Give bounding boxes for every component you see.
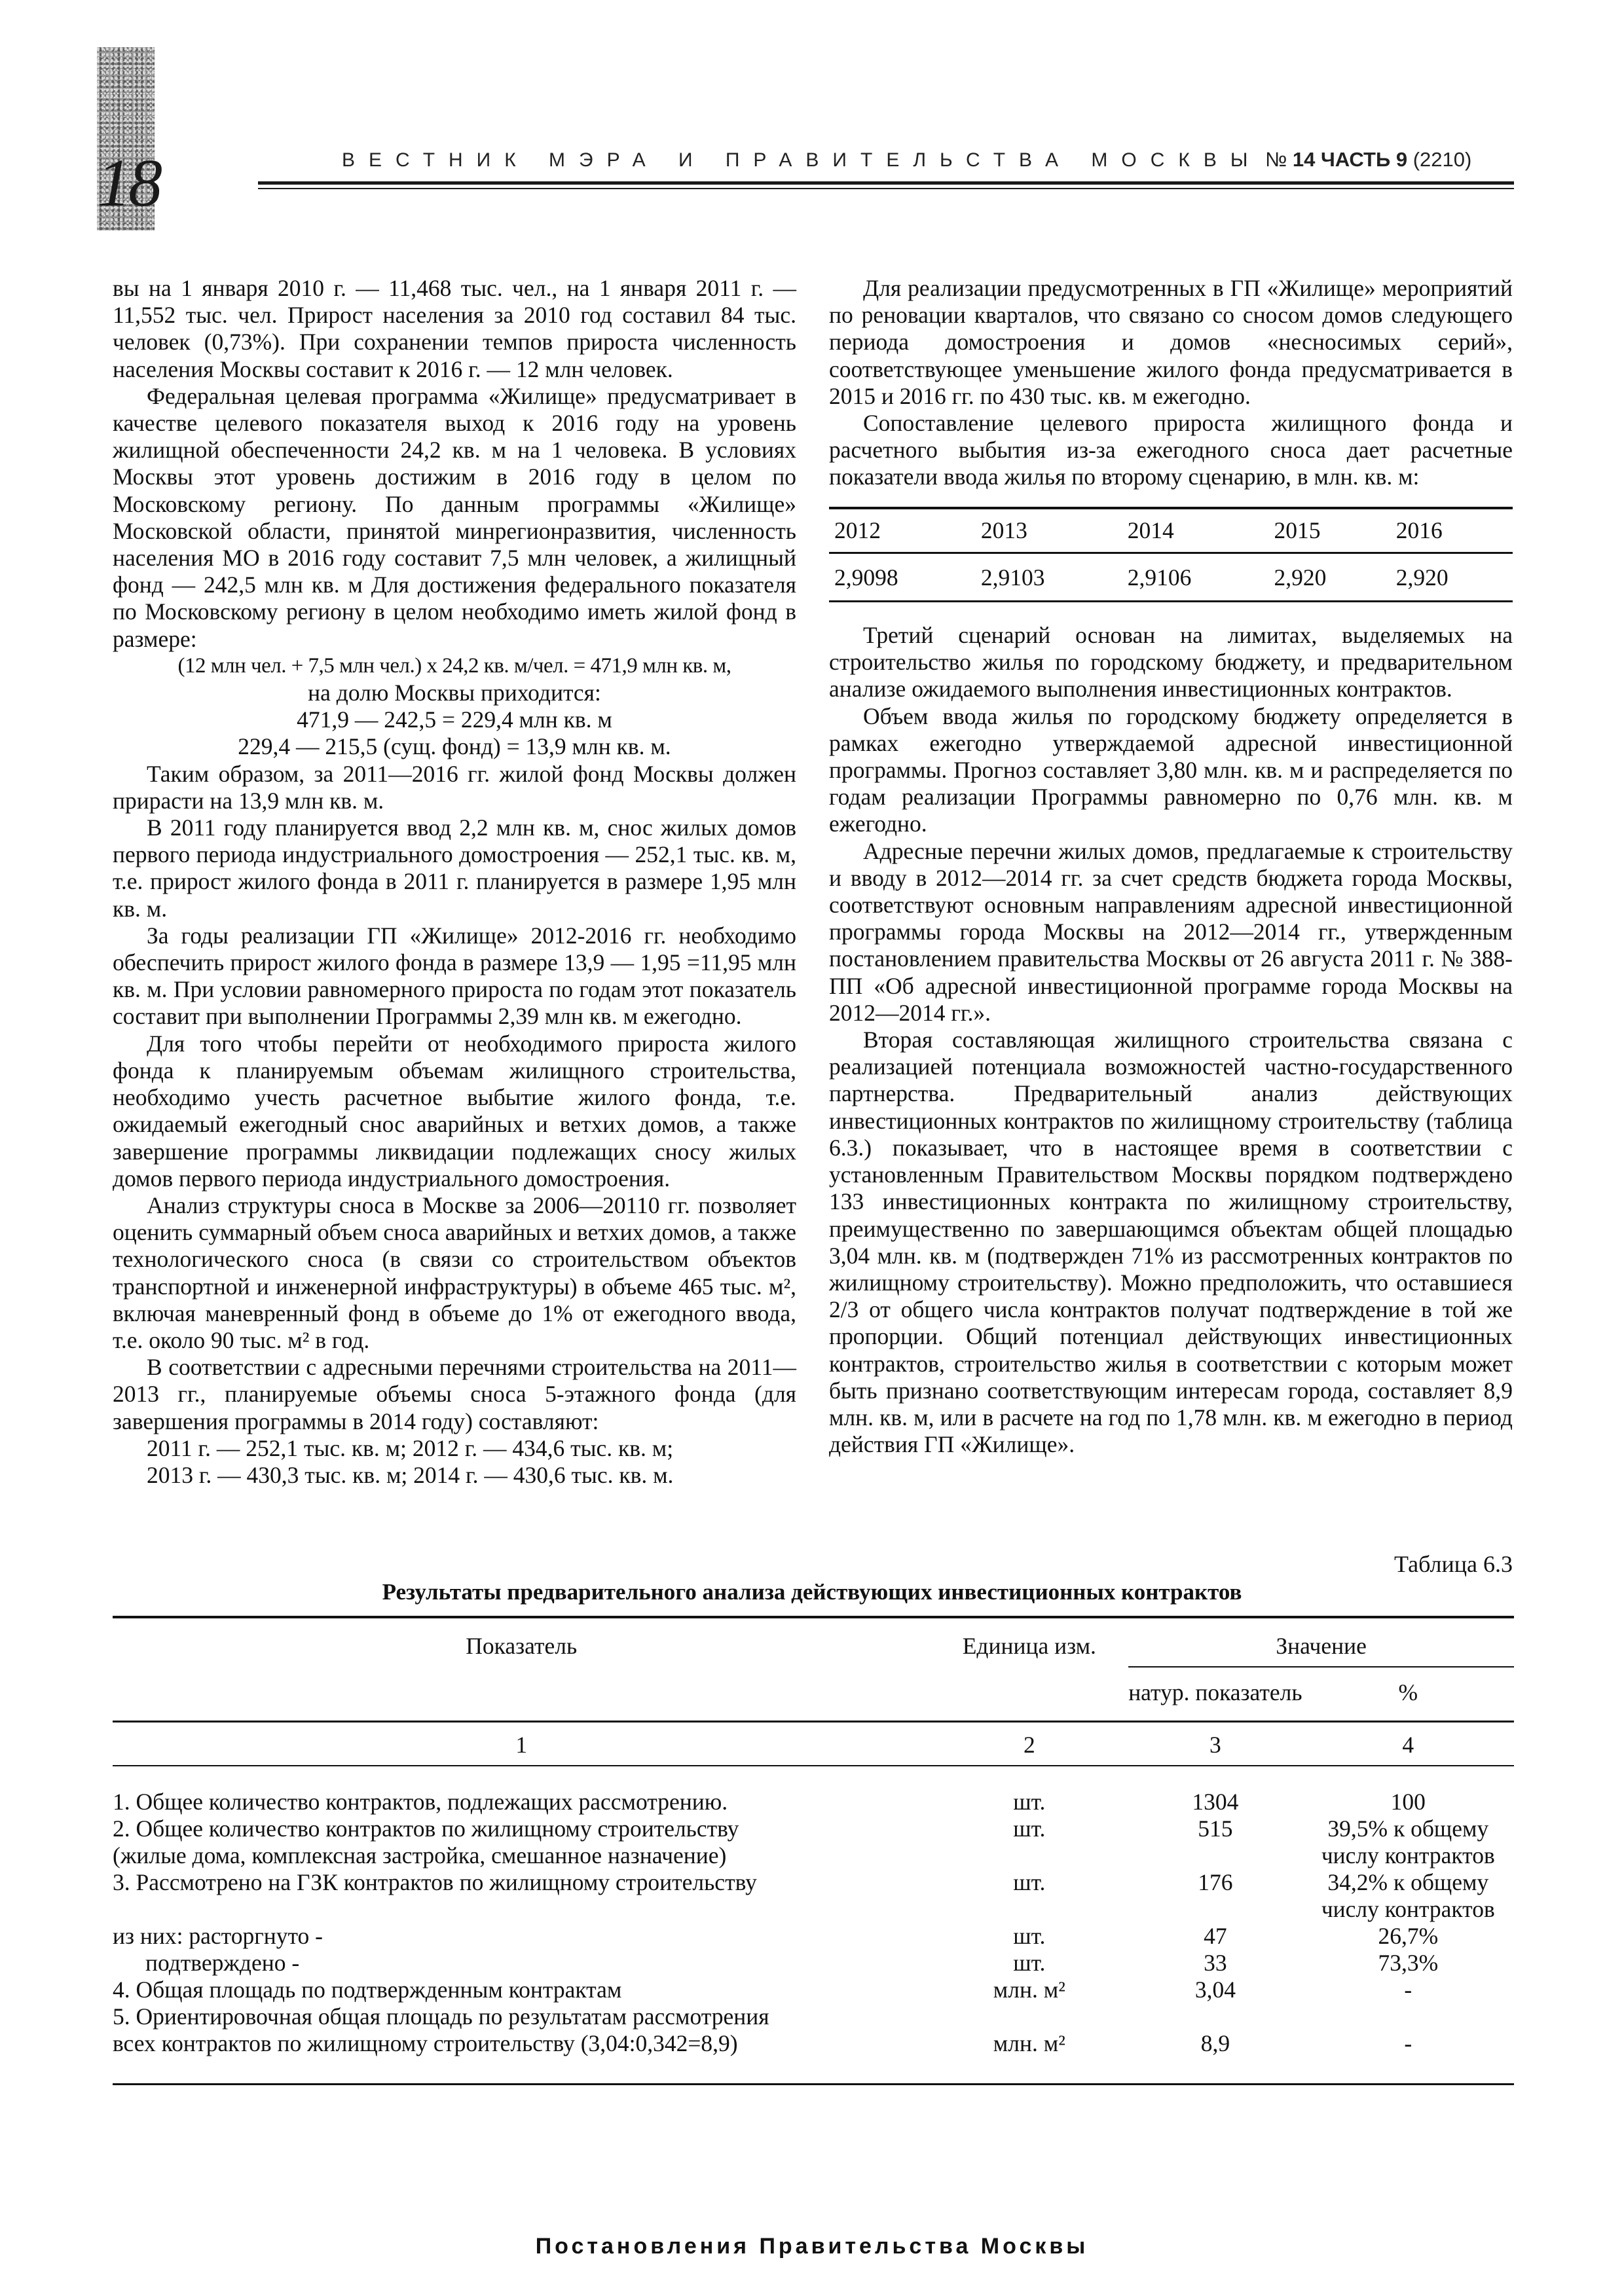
row-label: 2. Общее количество контрактов по жилищному строительству (жилые дома, комплексная застройка, смешанное назначение) [113,1815,739,1868]
row-percent: 26,7% [1378,1923,1439,1949]
year-cell: 2012 [829,508,976,553]
row-value: 33 [1204,1950,1227,1976]
page-footer: Постановления Правительства Москвы [535,2234,1089,2259]
paragraph: Для того чтобы перейти от необходимого прироста жилого фонда к планируемым объемам жилищного строительства, необходимо учесть расчетное выбытие жилого фонда, т.е. ожидаемый ежегодный снос аварийных и ветхих домов, а также завершение программы ликвидации подлежащих сносу жилых домов первого периода индустриального домостроения. [113,1030,796,1192]
header-percent: % [1302,1667,1514,1722]
row-label: 1. Общее количество контрактов, подлежащих рассмотрению. [113,1789,728,1815]
paragraph: Третий сценарий основан на лимитах, выделяемых на строительство жилья по городскому бюджету, и предварительном анализе ожидаемого выполнения инвестиционных контрактов. [829,622,1513,702]
header-unit: Единица изм. [930,1617,1128,1667]
row-value: 3,04 [1194,1977,1236,2003]
paragraph: За годы реализации ГП «Жилище» 2012-2016 гг. необходимо обеспечить прирост жилого фонда в размере 13,9 — 1,95 =11,95 млн кв. м. При условии равномерного прироста по годам этот показатель составит при выполнении Программы 2,39 млн кв. м ежегодно. [113,922,796,1030]
year-cell: 2015 [1269,508,1391,553]
header-rule-thin [258,188,1514,189]
row-label: 3. Рассмотрено на ГЗК контрактов по жилищному строительству [113,1869,757,1895]
scenario-table [829,507,1513,602]
header-rule [258,181,1514,185]
row-label: 4. Общая площадь по подтвержденным контрактам [113,1977,622,2003]
row-percent: 39,5% к общему числу контрактов [1321,1815,1495,1868]
year-cell: 2014 [1122,508,1269,553]
paragraph: Анализ структуры сноса в Москве за 2006—20110 гг. позволяет оценить суммарный объем сноса аварийных и ветхих домов, а также технологического сноса (в связи со строительством объектов транспортной и инженерной инфраструктуры) в объеме 465 тыс. м², включая маневренный фонд в объеме до 1% от ежегодного ввода, т.е. около 90 тыс. м² в год. [113,1192,796,1353]
row-percent: - [1404,1977,1412,2003]
row-value: 8,9 [1128,2003,1302,2085]
header-natural: натур. показатель [1128,1667,1302,1722]
table-colnum-row [113,1722,1514,1766]
table-number: Таблица 6.3 [1394,1551,1513,1577]
row-value: 176 [1198,1869,1233,1895]
row-unit: шт. [1013,1815,1046,1842]
table-header-row [113,1617,1514,1667]
value-cell: 2,920 [1269,553,1391,601]
row-unit: шт. [1013,1789,1046,1815]
scenario-values-row [829,553,1513,601]
formula-line: (12 млн чел. + 7,5 млн чел.) х 24,2 кв. м/чел. = 471,9 млн кв. м, [177,653,731,678]
row-unit: шт. [1013,1950,1046,1976]
colnum-cell: 2 [930,1722,1128,1766]
scenario-years-row [829,508,1513,553]
page-number: 18 [97,145,160,221]
table-row [113,1789,1514,1815]
row-percent: - [1302,2003,1514,2085]
row-label: подтверждено - [145,1950,300,1976]
list-line: 2013 г. — 430,3 тыс. кв. м; 2014 г. — 430,6 тыс. кв. м. [147,1461,674,1488]
year-cell: 2016 [1391,508,1513,553]
row-unit: шт. [1013,1869,1046,1895]
row-value: 47 [1204,1923,1227,1949]
header-indicator: Показатель [113,1617,930,1667]
row-label: из них: расторгнуто - [113,1923,323,1949]
left-column [113,275,796,1489]
paragraph: Федеральная целевая программа «Жилище» предусматривает в качестве целевого показателя выход к 2016 году на уровень жилищной обеспеченности 24,2 кв. м на 1 человека. В условиях Москвы этот уровень достижим в 2016 году в целом по Московскому региону. По данным программы «Жилище» Московской области, принятой минрегионразвития, численность населения МО в 2016 году составит 7,5 млн человек, а жилищный фонд — 242,5 млн кв. м Для достижения федерального показателя по Московскому региону в целом необходимо иметь жилой фонд в размере: [113,382,796,652]
paragraph: Вторая составляющая жилищного строительства связана с реализацией потенциала возможностей частно-государственного партнерства. Предварительный анализ действующих инвестиционных контрактов по жилищному строительству (таблица 6.3.) показывает, что в настоящее время в соответствии с установленным Правительством Москвы порядком подтверждено 133 инвестиционных контракта по жилищному строительству, преимущественно по завершающимся объектам общей площадью 3,04 млн. кв. м (подтвержден 71% из рассмотренных контрактов по жилищному строительству). Можно предположить, что оставшиеся 2/3 от общего числа контрактов получат подтверждение в той же пропорции. Общий потенциал действующих инвестиционных контрактов, строительство жилья в соответствии с которым может быть признано соответствующим интересам города, составляет 8,9 млн. кв. м, или в расчете на год по 1,78 млн. кв. м ежегодно в период действия ГП «Жилище». [829,1027,1513,1458]
journal-title: ВЕСТНИК МЭРА И ПРАВИТЕЛЬСТВА МОСКВЫ [342,149,1262,171]
table-row [113,1977,1514,2003]
row-percent: 34,2% к общему числу контрактов [1321,1869,1495,1922]
row-unit: млн. м² [930,2003,1128,2085]
row-value: 515 [1198,1815,1233,1842]
paragraph: вы на 1 января 2010 г. — 11,468 тыс. чел., на 1 января 2011 г. — 11,552 тыс. чел. Прирост населения за 2010 год составил 84 тыс. человек (0,73%). При сохранении темпов прироста численность населения Москвы составит к 2016 г. — 12 млн человек. [113,275,796,382]
colnum-cell: 3 [1128,1722,1302,1766]
paragraph: В 2011 году планируется ввод 2,2 млн кв. м, снос жилых домов первого периода индустриального домостроения — 252,1 тыс. кв. м, т.е. прирост жилого фонда в 2011 г. планируется в размере 1,95 млн кв. м. [113,814,796,922]
paragraph: Сопоставление целевого прироста жилищного фонда и расчетного выбытия из-за ежегодного сноса дает расчетные показатели ввода жилья по второму сценарию, в млн. кв. м: [829,410,1513,490]
issue-total: (2210) [1412,148,1472,171]
table-row [113,2003,1514,2085]
issue-part: ЧАСТЬ 9 [1321,148,1408,171]
row-unit: млн. м² [993,1977,1065,2003]
row-label: 5. Ориентировочная общая площадь по результатам рассмотрения всех контрактов по жилищному строительству (3,04:0,342=8,9) [113,2003,930,2085]
list-line: 2011 г. — 252,1 тыс. кв. м; 2012 г. — 434,6 тыс. кв. м; [147,1434,674,1461]
paragraph: Адресные перечни жилых домов, предлагаемые к строительству и вводу в 2012—2014 гг. за счет средств бюджета города Москвы, соответствуют основным направлениям адресной инвестиционной программы города Москвы на 2012—2014 гг., утвержденным постановлением правительства Москвы от 26 августа 2011 г. № 388-ПП «Об адресной инвестиционной программе города Москвы на 2012—2014 гг.». [829,837,1513,1026]
contracts-table [113,1616,1514,2085]
paragraph: Для реализации предусмотренных в ГП «Жилище» мероприятий по реновации кварталов, что связано со сносом домов следующего периода домостроения и домов «несносимых серий», соответствующее уменьшение жилого фонда предусматривается в 2015 и 2016 гг. по 430 тыс. кв. м ежегодно. [829,275,1513,409]
row-percent: 100 [1390,1789,1426,1815]
right-column [829,275,1513,1458]
colnum-cell: 1 [113,1722,930,1766]
table-row [113,1869,1514,1923]
formula-line: 471,9 — 242,5 = 229,4 млн кв. м [297,706,612,733]
formula-line: на долю Москвы приходится: [308,680,601,706]
value-cell: 2,9106 [1122,553,1269,601]
value-cell: 2,9098 [829,553,976,601]
row-percent: 73,3% [1378,1950,1439,1976]
colnum-cell: 4 [1302,1722,1514,1766]
table-row [113,1815,1514,1869]
table-subheader-row [113,1667,1514,1722]
row-unit: шт. [1013,1923,1046,1949]
table-row [113,1923,1514,1950]
value-cell: 2,920 [1391,553,1513,601]
table-title: Результаты предварительного анализа действующих инвестиционных контрактов [382,1579,1242,1605]
issue-prefix: № [1265,148,1287,171]
issue-info [1265,148,1471,172]
row-value: 1304 [1192,1789,1239,1815]
header-value: Значение [1128,1617,1514,1667]
paragraph: Таким образом, за 2011—2016 гг. жилой фонд Москвы должен прирасти на 13,9 млн кв. м. [113,760,796,814]
year-cell: 2013 [976,508,1122,553]
table-row [113,1950,1514,1977]
paragraph: В соответствии с адресными перечнями строительства на 2011—2013 гг., планируемые объемы сноса 5-этажного фонда (для завершения программы в 2014 году) составляют: [113,1354,796,1434]
value-cell: 2,9103 [976,553,1122,601]
issue-number: 14 [1292,148,1316,171]
formula-line: 229,4 — 215,5 (сущ. фонд) = 13,9 млн кв. м. [238,733,671,760]
paragraph: Объем ввода жилья по городскому бюджету определяется в рамках ежегодно утверждаемой адресной инвестиционной программы. Прогноз составляет 3,80 млн. кв. м и распределяется по годам реализации Программы равномерно по 0,76 млн. кв. м ежегодно. [829,702,1513,837]
